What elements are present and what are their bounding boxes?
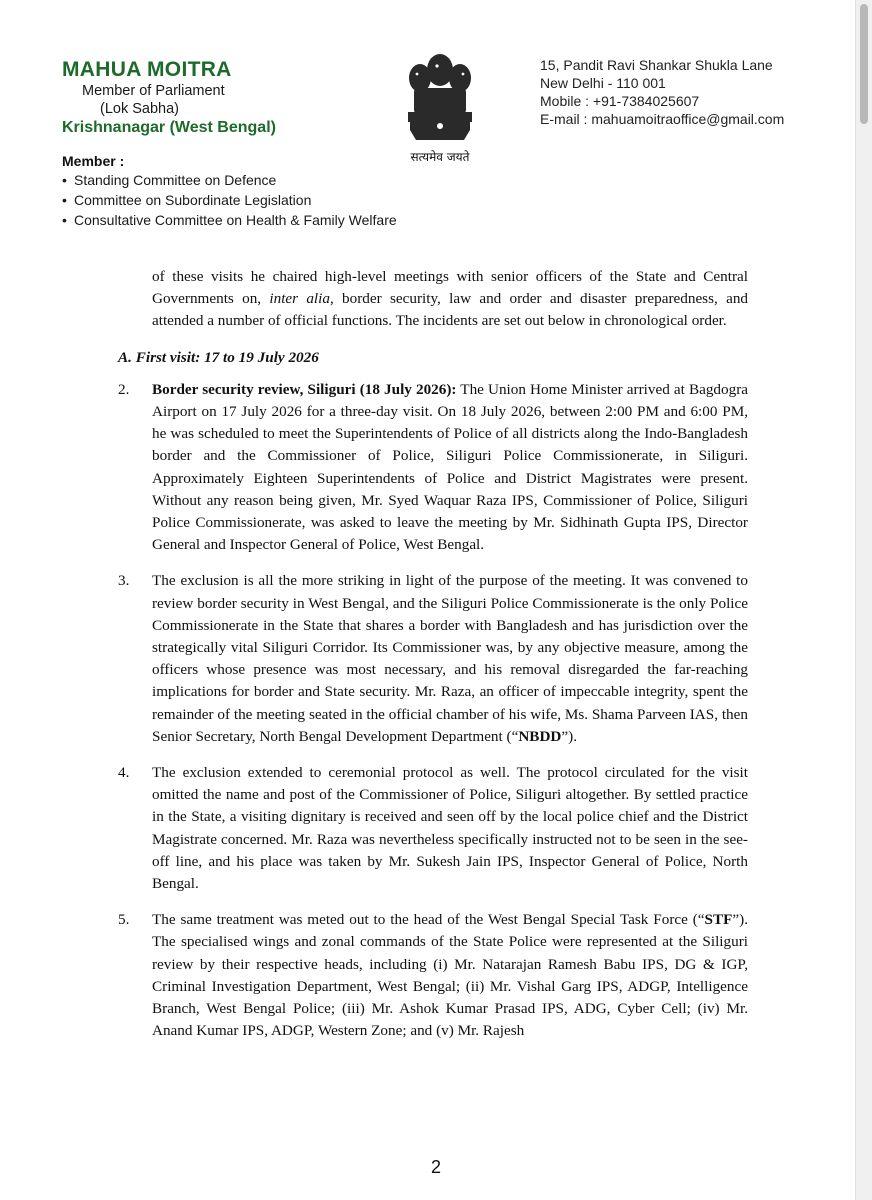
mp-constituency: Krishnanagar (West Bengal) (62, 119, 276, 136)
committee-item: • Standing Committee on Defence (62, 172, 277, 188)
mp-identity (62, 58, 276, 138)
paragraph-5: 5. The same treatment was meted out to the head of the West Bengal Special Task Force (“STF”). The specialised wings and zonal commands of the State Police were represented at the Siliguri review by their respective heads, including (i) Mr. Natarajan Ramesh Babu IPS, DG & IGP, Criminal Investigation Department, West Bengal; (ii) Mr. Vishal Garg IPS, ADGP, Intelligence Branch, West Bengal Police; (iii) Mr. Ashok Kumar Prasad IPS, ADG, Cyber Cell; (iv) Mr. Anand Kumar IPS, ADGP, Western Zone; and (v) Mr. Rajesh (118, 909, 748, 1042)
paragraph-number: 2. (118, 380, 130, 398)
mp-house: (Lok Sabha) (100, 101, 179, 117)
paragraph-number: 4. (118, 764, 130, 782)
address-line-2: New Delhi - 110 001 (540, 75, 666, 91)
address-line-1: 15, Pandit Ravi Shankar Shukla Lane (540, 57, 773, 73)
member-heading: Member : (62, 153, 125, 169)
mobile-number: Mobile : +91-7384025607 (540, 93, 700, 109)
mp-role: Member of Parliament (82, 83, 225, 99)
paragraph-number: 3. (118, 572, 130, 590)
letterhead (0, 0, 856, 240)
committee-item: • Committee on Subordinate Legislation (62, 192, 312, 208)
paragraph-2: 2. Border security review, Siliguri (18 July 2026): The Union Home Minister arrived at Bagdogra Airport on 17 July 2026 for a three-day visit. On 18 July 2026, between 2:00 PM and 6:00 PM, he was scheduled to meet the Superintendents of Police of all districts along the Indo-Bangladesh border and the Commissioner of Police, Siliguri Police Commissionerate, in Siliguri. Approximately Eighteen Superintendents of Police and District Magistrates were present. Without any reason being given, Mr. Syed Waquar Raza IPS, Commissioner of Police, Siliguri Police Commissionerate, was asked to leave the meeting by Mr. Sidhinath Gupta IPS, Director General and Inspector General of Police, West Bengal. (118, 379, 748, 557)
section-heading: A. First visit: 17 to 19 July 2026 (118, 348, 319, 366)
committee-list (62, 170, 397, 230)
paragraph-number: 5. (118, 911, 130, 929)
contact-details (540, 56, 784, 128)
committee-item: • Consultative Committee on Health & Family Welfare (62, 212, 397, 228)
intro-paragraph: of these visits he chaired high-level meetings with senior officers of the State and Central Governments on, inter alia, border security, law and order and disaster preparedness, and attended a number of official functions. The incidents are set out below in chronological order. (152, 268, 749, 330)
mp-name: MAHUA MOITRA (62, 58, 232, 81)
committee-memberships (62, 152, 397, 230)
email-address: E-mail : mahuamoitraoffice@gmail.com (540, 111, 785, 127)
letter-body (118, 266, 748, 1057)
paragraph-4: 4. The exclusion extended to ceremonial protocol as well. The protocol circulated for the visit omitted the name and post of the Commissioner of Police, Siliguri altogether. By settled practice in the State, a visiting dignitary is received and seen off by the local police chief and the District Magistrate concerned. Mr. Raza was nevertheless specifically instructed not to be seen in the see-off line, and his place was taken by Mr. Sukesh Jain IPS, Inspector General of Police, North Bengal. (118, 762, 748, 895)
emblem-motto: सत्यमेव जयते (410, 150, 470, 164)
scrollbar-thumb[interactable] (860, 4, 868, 124)
vertical-scrollbar[interactable] (855, 0, 872, 1200)
paragraph-3: 3. The exclusion is all the more striking in light of the purpose of the meeting. It was convened to review border security in West Bengal, and the Siliguri Police Commissionerate is the only Police Commissionerate in the State that shares a border with Bangladesh and has jurisdiction over the strategically vital Siliguri Corridor. Its Commissioner was, by any objective measure, among the officers whose presence was most necessary, and his removal disregarded the far-reaching implications for border and State security. Mr. Raza, an officer of impeccable integrity, spent the remainder of the meeting seated in the official chamber of his wife, Ms. Shama Parveen IAS, then Senior Secretary, North Bengal Development Department (“NBDD”). (118, 570, 748, 748)
page-number: 2 (430, 1157, 441, 1177)
